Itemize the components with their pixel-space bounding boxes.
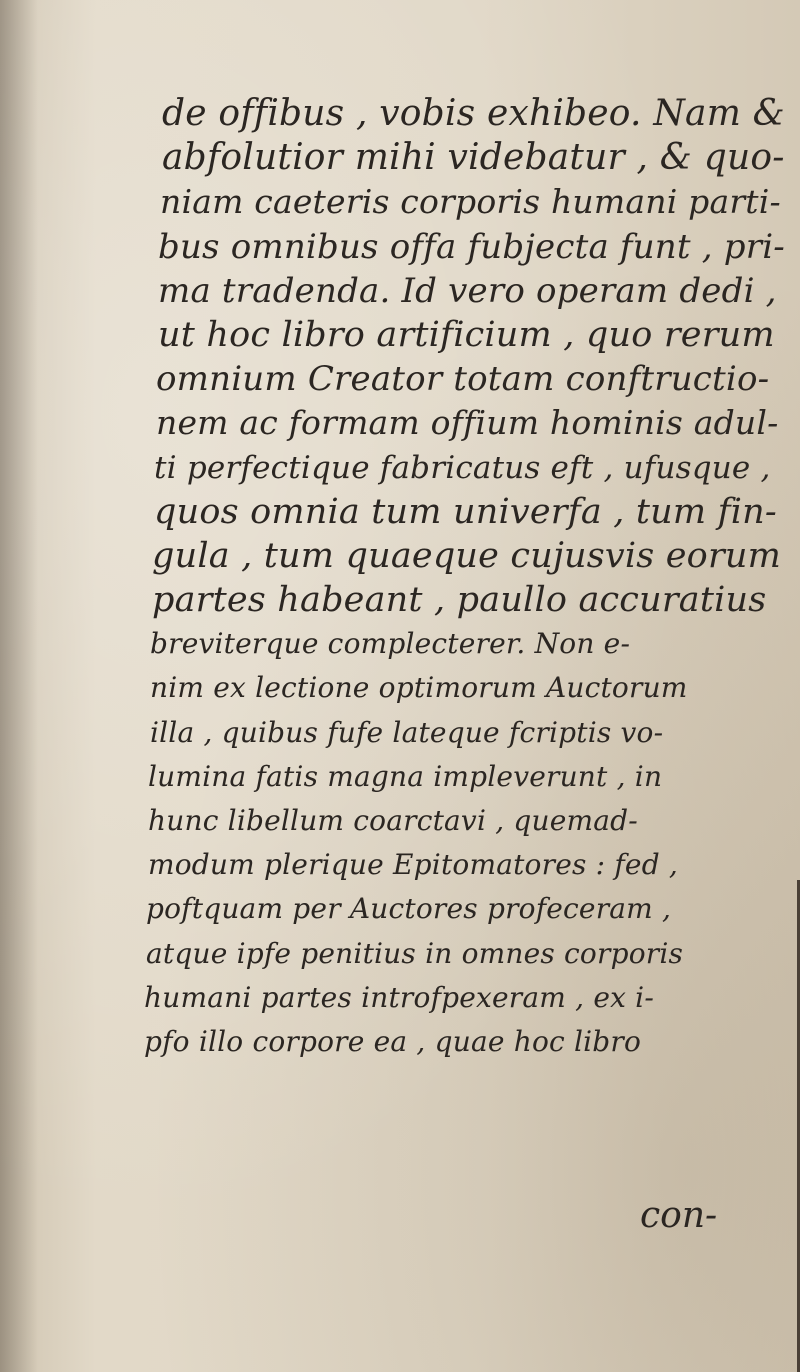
text-line: nem ac formam offium hominis adul-	[156, 403, 779, 443]
text-block	[144, 92, 785, 1064]
text-line: gula , tum quaeque cujusvis eorum	[152, 535, 782, 576]
text-line: omnium Creator totam conftructio-	[156, 359, 770, 400]
text-line: niam caeteris corporis humani parti-	[160, 182, 781, 222]
text-line: atque ipfe penitius in omnes corporis	[146, 936, 684, 970]
text-line: ma tradenda. Id vero operam dedi ,	[158, 270, 777, 311]
text-line: poftquam per Auctores profeceram ,	[146, 892, 672, 926]
text-line: abfolutior mihi videbatur , & quo-	[162, 137, 785, 179]
text-line: nim ex lectione optimorum Auctorum	[150, 671, 688, 705]
text-line: illa , quibus fufe lateque fcriptis vo-	[150, 715, 664, 749]
text-line: ti perfectique fabricatus eft , ufusque ,	[154, 449, 771, 486]
text-line: quos omnia tum univerfa , tum fin-	[154, 491, 777, 532]
text-line: breviterque complecterer. Non e-	[150, 627, 631, 661]
gutter-shadow	[0, 0, 38, 1372]
text-line: bus omnibus offa fubjecta funt , pri-	[158, 226, 785, 267]
text-line: lumina fatis magna impleverunt , in	[148, 759, 663, 793]
text-line: modum plerique Epitomatores : fed ,	[148, 848, 679, 882]
text-line: ut hoc libro artificium , quo rerum	[158, 314, 775, 355]
text-line: de offibus , vobis exhibeo. Nam &	[162, 93, 785, 134]
catchword: con-	[640, 1195, 718, 1236]
text-line: hunc libellum coarctavi , quemad-	[148, 804, 638, 837]
text-line: humani partes introfpexeram , ex i-	[144, 980, 655, 1014]
text-line: pfo illo corpore ea , quae hoc libro	[144, 1024, 642, 1058]
text-line: partes habeant , paullo accuratius	[152, 580, 767, 621]
